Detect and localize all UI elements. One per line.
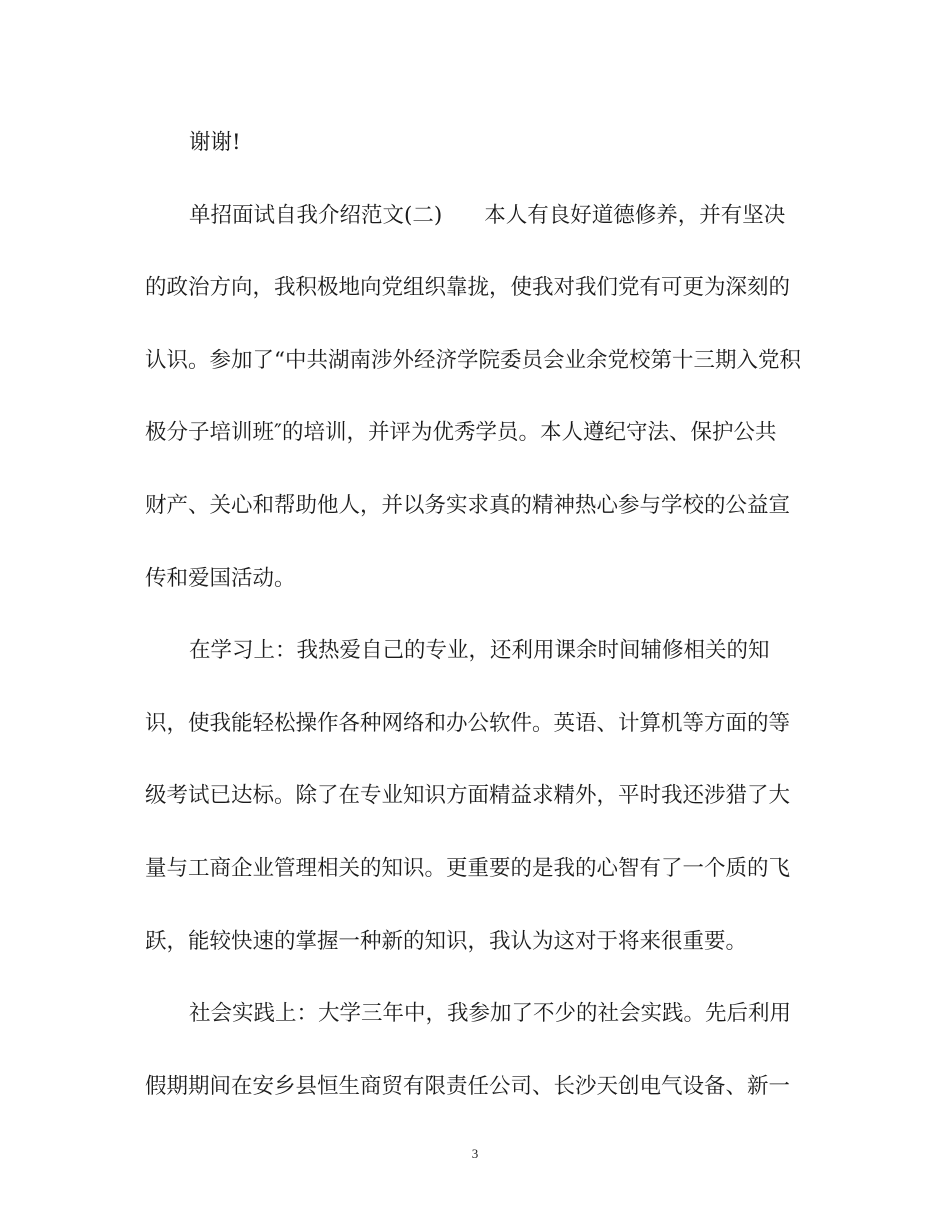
text-line <box>145 342 810 415</box>
line-text: 在学习上：我热爱自己的专业，还利用课余时间辅修相关的知 <box>189 638 770 664</box>
line-text: 传和爱国活动。 <box>145 565 296 591</box>
text-line <box>145 923 810 996</box>
line-text: 谢谢! <box>189 130 241 155</box>
line-text: 极分子培训班″的培训，并评为优秀学员。本人遵纪守法、保护公共 <box>145 420 777 446</box>
text-line <box>145 124 810 197</box>
text-line <box>145 632 810 705</box>
line-text: 财产、关心和帮助他人，并以务实求真的精神热心参与学校的公益宣 <box>145 492 791 518</box>
text-line <box>145 705 810 778</box>
text-line <box>145 777 810 850</box>
text-line <box>145 197 810 270</box>
text-line <box>145 269 810 342</box>
text-line <box>145 995 810 1068</box>
text-line <box>145 1068 810 1141</box>
line-text: 假期期间在安乡县恒生商贸有限责任公司、长沙天创电气设备、新一 <box>145 1073 791 1099</box>
line-text: 社会实践上：大学三年中，我参加了不少的社会实践。先后利用 <box>189 1001 792 1027</box>
page-number: 3 <box>471 1146 479 1161</box>
text-line <box>145 850 810 923</box>
document-body <box>145 124 810 1140</box>
line-text: 级考试已达标。除了在专业知识方面精益求精外，平时我还涉猎了大 <box>145 783 791 809</box>
line-text: 本人有良好道德修养，并有坚决 <box>484 202 786 228</box>
line-text: 识，使我能轻松操作各种网络和办公软件。英语、计算机等方面的等 <box>145 710 791 736</box>
line-text: 跃，能较快速的掌握一种新的知识，我认为这对于将来很重要。 <box>145 928 748 954</box>
line-text: 的政治方向，我积极地向党组织靠拢，使我对我们党有可更为深刻的 <box>145 275 791 301</box>
text-line <box>145 560 810 633</box>
section-heading: 单招面试自我介绍范文(二) <box>189 202 443 228</box>
text-line <box>145 414 810 487</box>
line-text: 量与工商企业管理相关的知识。更重要的是我的心智有了一个质的飞 <box>145 855 791 881</box>
text-line <box>145 487 810 560</box>
line-text: 认识。参加了“中共湖南涉外经济学院委员会业余党校第十三期入党积 <box>145 347 801 373</box>
